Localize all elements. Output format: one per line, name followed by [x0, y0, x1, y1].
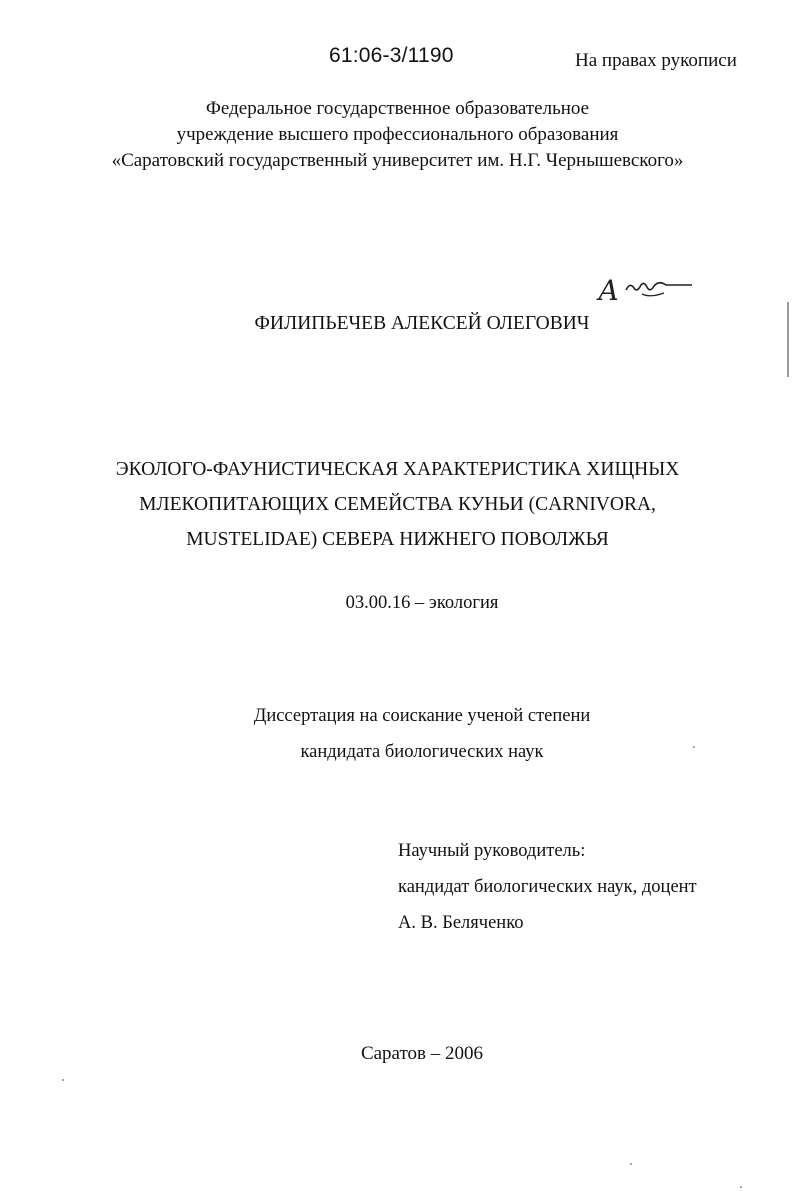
title-line: ЭКОЛОГО-ФАУНИСТИЧЕСКАЯ ХАРАКТЕРИСТИКА ХИЩНЫХ [115, 459, 680, 480]
scan-speck [62, 1079, 64, 1081]
catalog-code: 61:06-3/1190 [329, 44, 454, 67]
scan-speck [630, 1163, 632, 1165]
supervisor-block [398, 833, 697, 941]
institution-line: «Саратовский государственный университет им. Н.Г. Чернышевского» [111, 150, 684, 171]
supervisor-label: Научный руководитель: [398, 841, 586, 861]
scan-speck [693, 746, 695, 748]
city-year: Саратов – 2006 [360, 1043, 484, 1064]
institution-line: учреждение высшего профессионального образования [176, 124, 619, 145]
supervisor-title: кандидат биологических наук, доцент [398, 877, 697, 897]
degree-statement [0, 698, 795, 770]
supervisor-name: А. В. Беляченко [398, 913, 524, 933]
title-line: MUSTELIDAE) СЕВЕРА НИЖНЕГО ПОВОЛЖЬЯ [186, 529, 609, 550]
degree-line: Диссертация на соискание ученой степени [253, 706, 591, 726]
title-line: МЛЕКОПИТАЮЩИХ СЕМЕЙСТВА КУНЬИ (CARNIVORA, [139, 494, 656, 515]
handwritten-signature [596, 268, 706, 308]
signature-stroke [626, 283, 692, 290]
scan-speck [740, 1186, 742, 1188]
specialty-code: 03.00.16 – экология [345, 593, 499, 613]
signature-underline [642, 293, 664, 296]
rights-notice: На правах рукописи [575, 50, 737, 71]
institution-line: Федеральное государственное образовательное [205, 98, 590, 119]
degree-line: кандидата биологических наук [300, 742, 544, 762]
scan-edge-mark [787, 302, 789, 377]
author-name: ФИЛИПЬЕЧЕВ АЛЕКСЕЙ ОЛЕГОВИЧ [254, 313, 590, 334]
signature-mark: А [598, 274, 620, 307]
dissertation-title [0, 452, 795, 557]
institution-block [0, 96, 795, 174]
